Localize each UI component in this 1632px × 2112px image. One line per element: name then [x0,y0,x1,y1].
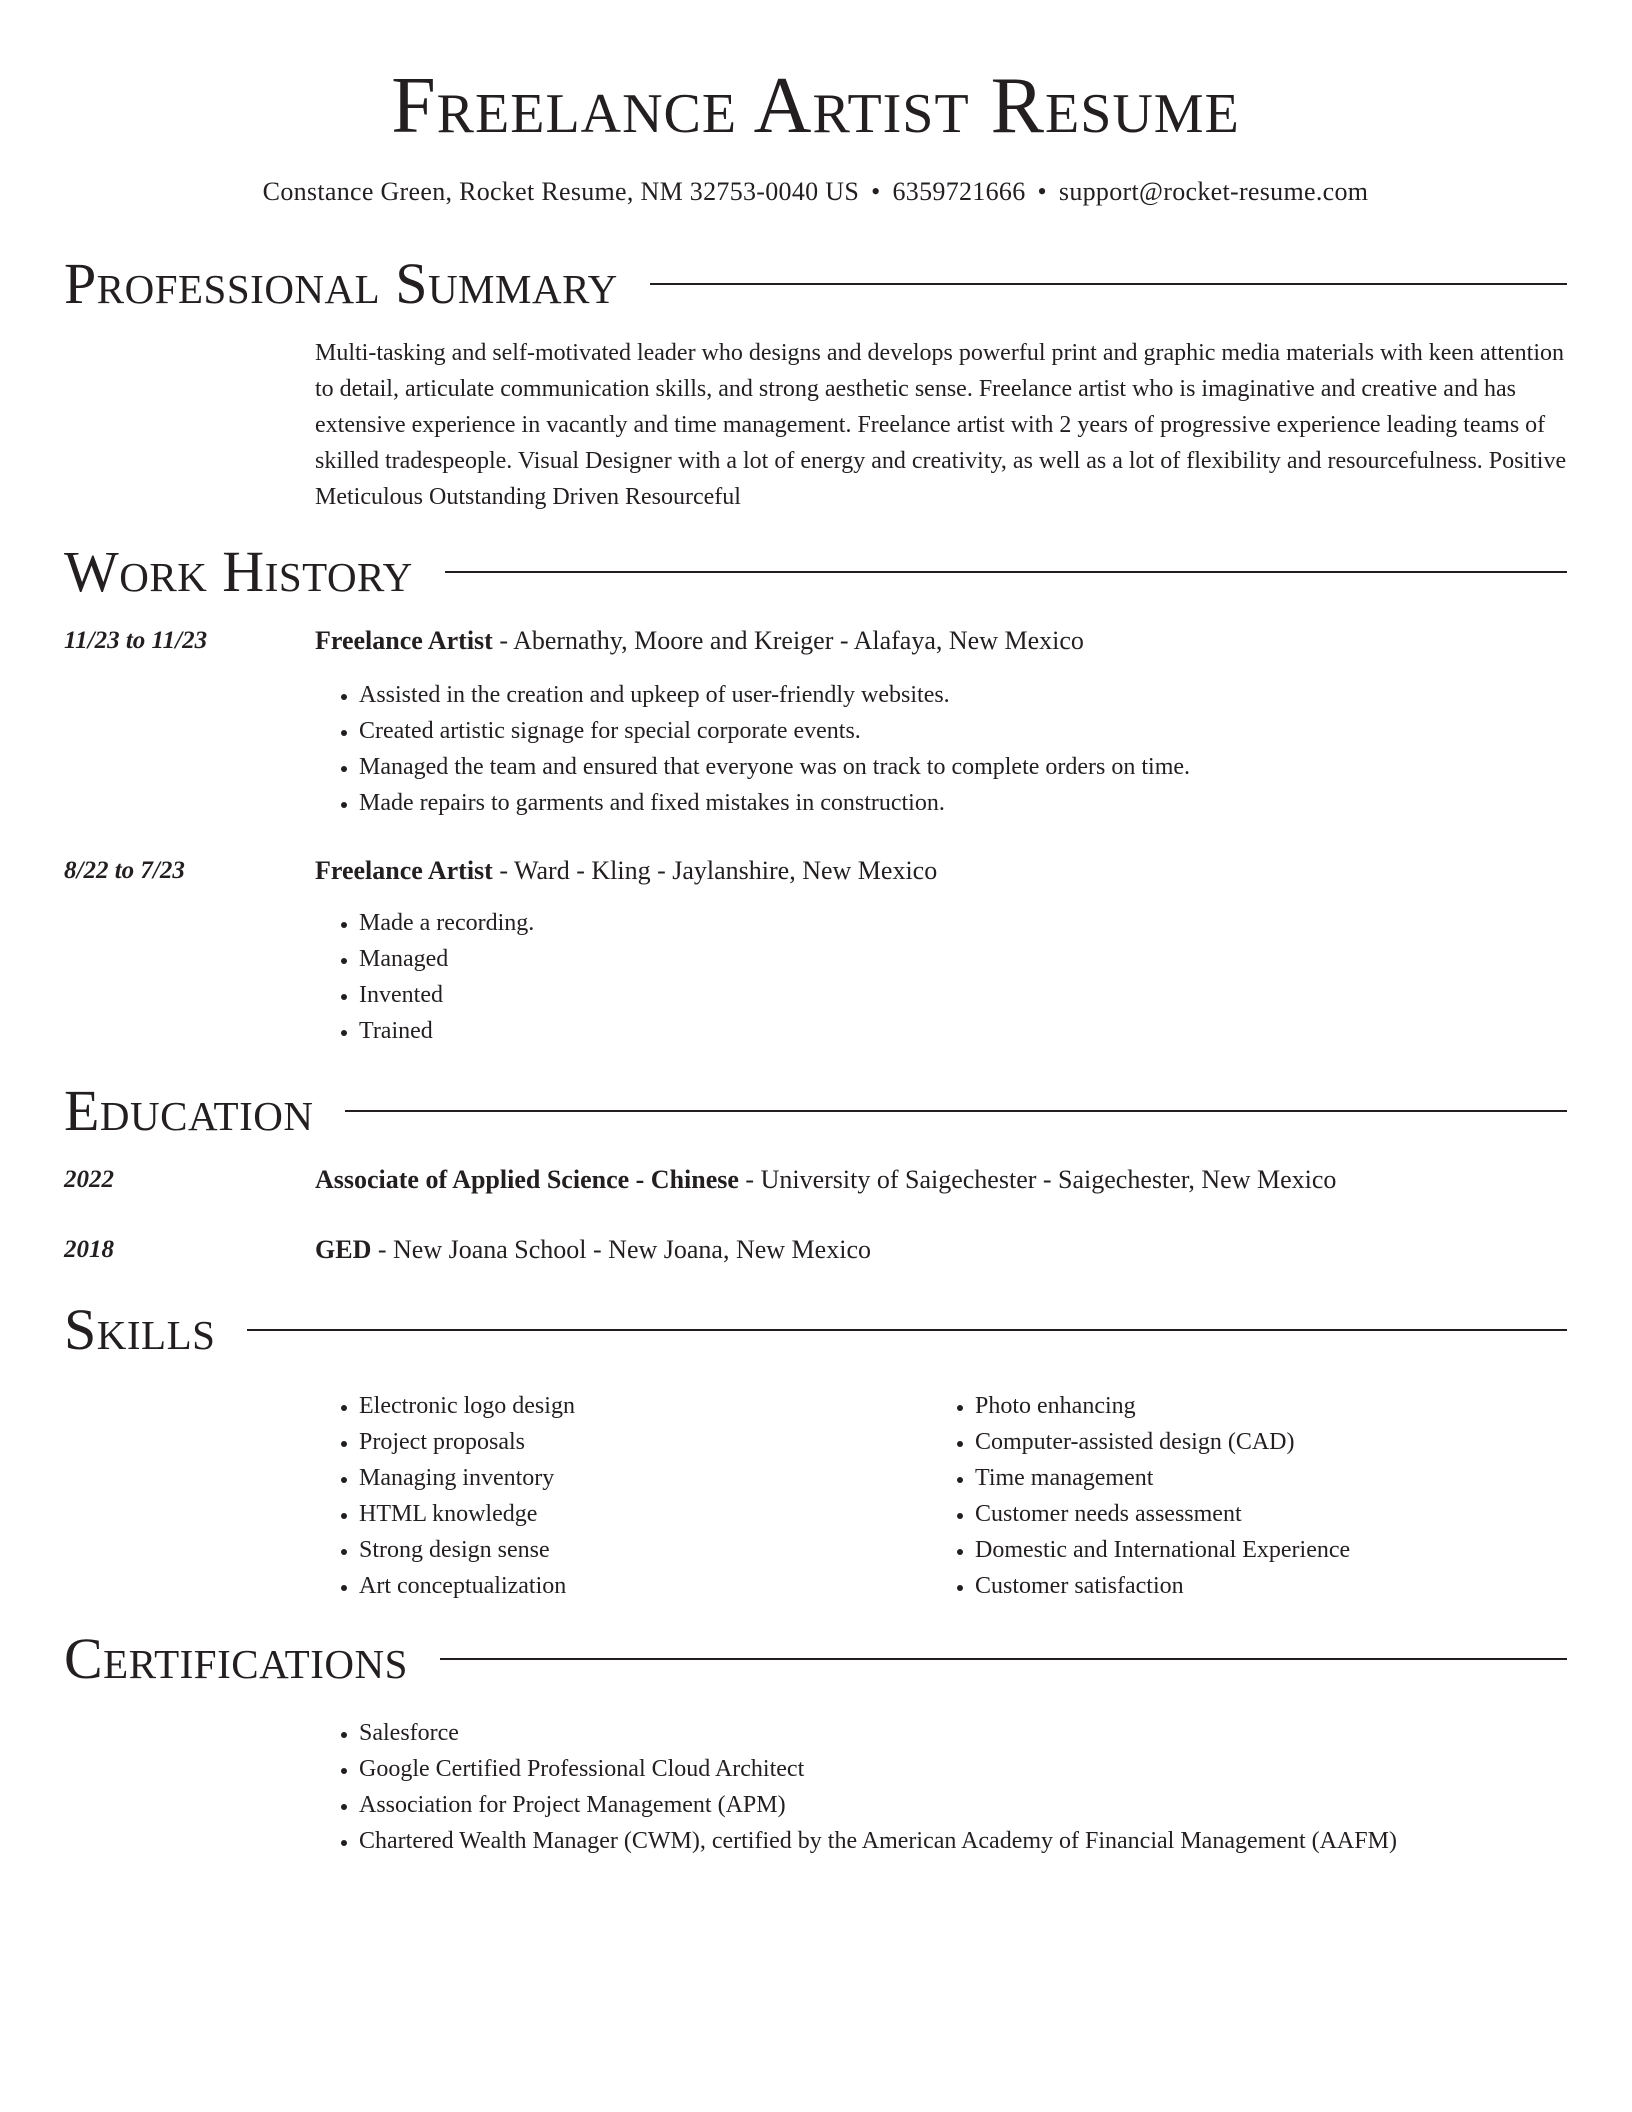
summary-text: Multi-tasking and self-motivated leader who designs and develops powerful print and graphic media materials with keen attention to detail, articulate communication skills, and strong aesthetic sense. Freelance artist who is imaginative and creative and has extensive experience in vacantly and time management. Freelance artist with 2 years of progressive experience leading teams of skilled tradespeople. Visual Designer with a lot of energy and creativity, as well as a lot of flexibility and resourcefulness. Positive Meticulous Outstanding Driven Resourceful [315,340,1567,510]
job-company: - Abernathy, Moore and Kreiger - Alafaya, New Mexico [492,626,1084,655]
list-item: • Customer needs assessment [975,1496,1350,1532]
list-item: • HTML knowledge [359,1496,575,1532]
section-header-summary [64,252,1567,316]
education-degree: GED [315,1235,372,1264]
skills-list-right [931,1388,1350,1604]
list-item: • Assisted in the creation and upkeep of user-friendly websites. [359,677,1190,713]
list-item: • Made repairs to garments and fixed mistakes in construction. [359,785,1190,821]
bullet-separator: • [871,177,881,206]
job-bullets [315,905,534,1049]
section-title-work-history: Work History [64,539,413,604]
education-school: - University of Saigechester - Saigechester, New Mexico [738,1165,1337,1194]
education-school: - New Joana School - New Joana, New Mexico [371,1235,871,1264]
list-item: • Domestic and International Experience [975,1532,1350,1568]
list-item: • Created artistic signage for special corporate events. [359,713,1190,749]
list-item: • Managing inventory [359,1460,575,1496]
list-item: • Managed the team and ensured that everyone was on track to complete orders on time. [359,749,1190,785]
job-dates: 8/22 to 7/23 [64,857,185,884]
job-dates: 11/23 to 11/23 [64,627,208,654]
list-item: • Association for Project Management (APM) [359,1787,1397,1823]
section-divider [345,1110,1567,1112]
list-item: • Managed [359,941,534,977]
education-heading [315,1232,871,1268]
list-item: • Photo enhancing [975,1388,1350,1424]
list-item: • Electronic logo design [359,1388,575,1424]
bullet-separator: • [1037,177,1047,206]
job-title: Freelance Artist [315,856,493,885]
section-title-summary: Professional Summary [64,251,618,316]
section-title-education: Education [64,1078,314,1143]
certifications-list [315,1715,1397,1859]
section-divider [445,571,1567,573]
list-item: • Time management [975,1460,1350,1496]
education-heading [315,1162,1336,1198]
list-item: • Customer satisfaction [975,1568,1350,1604]
job-title: Freelance Artist [315,626,493,655]
list-item: • Computer-assisted design (CAD) [975,1424,1350,1460]
list-item: • Made a recording. [359,905,534,941]
section-header-work-history [64,540,1567,604]
list-item: • Chartered Wealth Manager (CWM), certified by the American Academy of Financial Management (AAFM) [359,1823,1397,1859]
list-item: • Google Certified Professional Cloud Architect [359,1751,1397,1787]
list-item: • Strong design sense [359,1532,575,1568]
list-item: • Project proposals [359,1424,575,1460]
job-company: - Ward - Kling - Jaylanshire, New Mexico [492,856,938,885]
section-divider [440,1658,1567,1660]
education-year: 2018 [64,1236,114,1263]
contact-line [64,172,1567,212]
section-divider [650,283,1567,285]
list-item: • Invented [359,977,534,1013]
section-title-certifications: Certifications [64,1626,408,1691]
skills-list-left [315,1388,575,1604]
job-bullets [315,677,1190,821]
education-year: 2022 [64,1166,114,1193]
section-header-certifications [64,1627,1567,1691]
job-heading [315,853,937,889]
contact-address: Constance Green, Rocket Resume, NM 32753-0040 US [262,177,860,206]
list-item: • Trained [359,1013,534,1049]
job-heading [315,623,1084,659]
section-title-skills: Skills [64,1297,216,1362]
list-item: • Salesforce [359,1715,1397,1751]
list-item: • Art conceptualization [359,1568,575,1604]
section-divider [247,1329,1567,1331]
education-degree: Associate of Applied Science - Chinese [315,1165,739,1194]
contact-phone: 6359721666 [892,177,1026,206]
resume-title: Freelance Artist Resume [391,62,1240,150]
section-header-skills [64,1298,1567,1362]
section-header-education [64,1079,1567,1143]
contact-email: support@rocket-resume.com [1058,177,1369,206]
